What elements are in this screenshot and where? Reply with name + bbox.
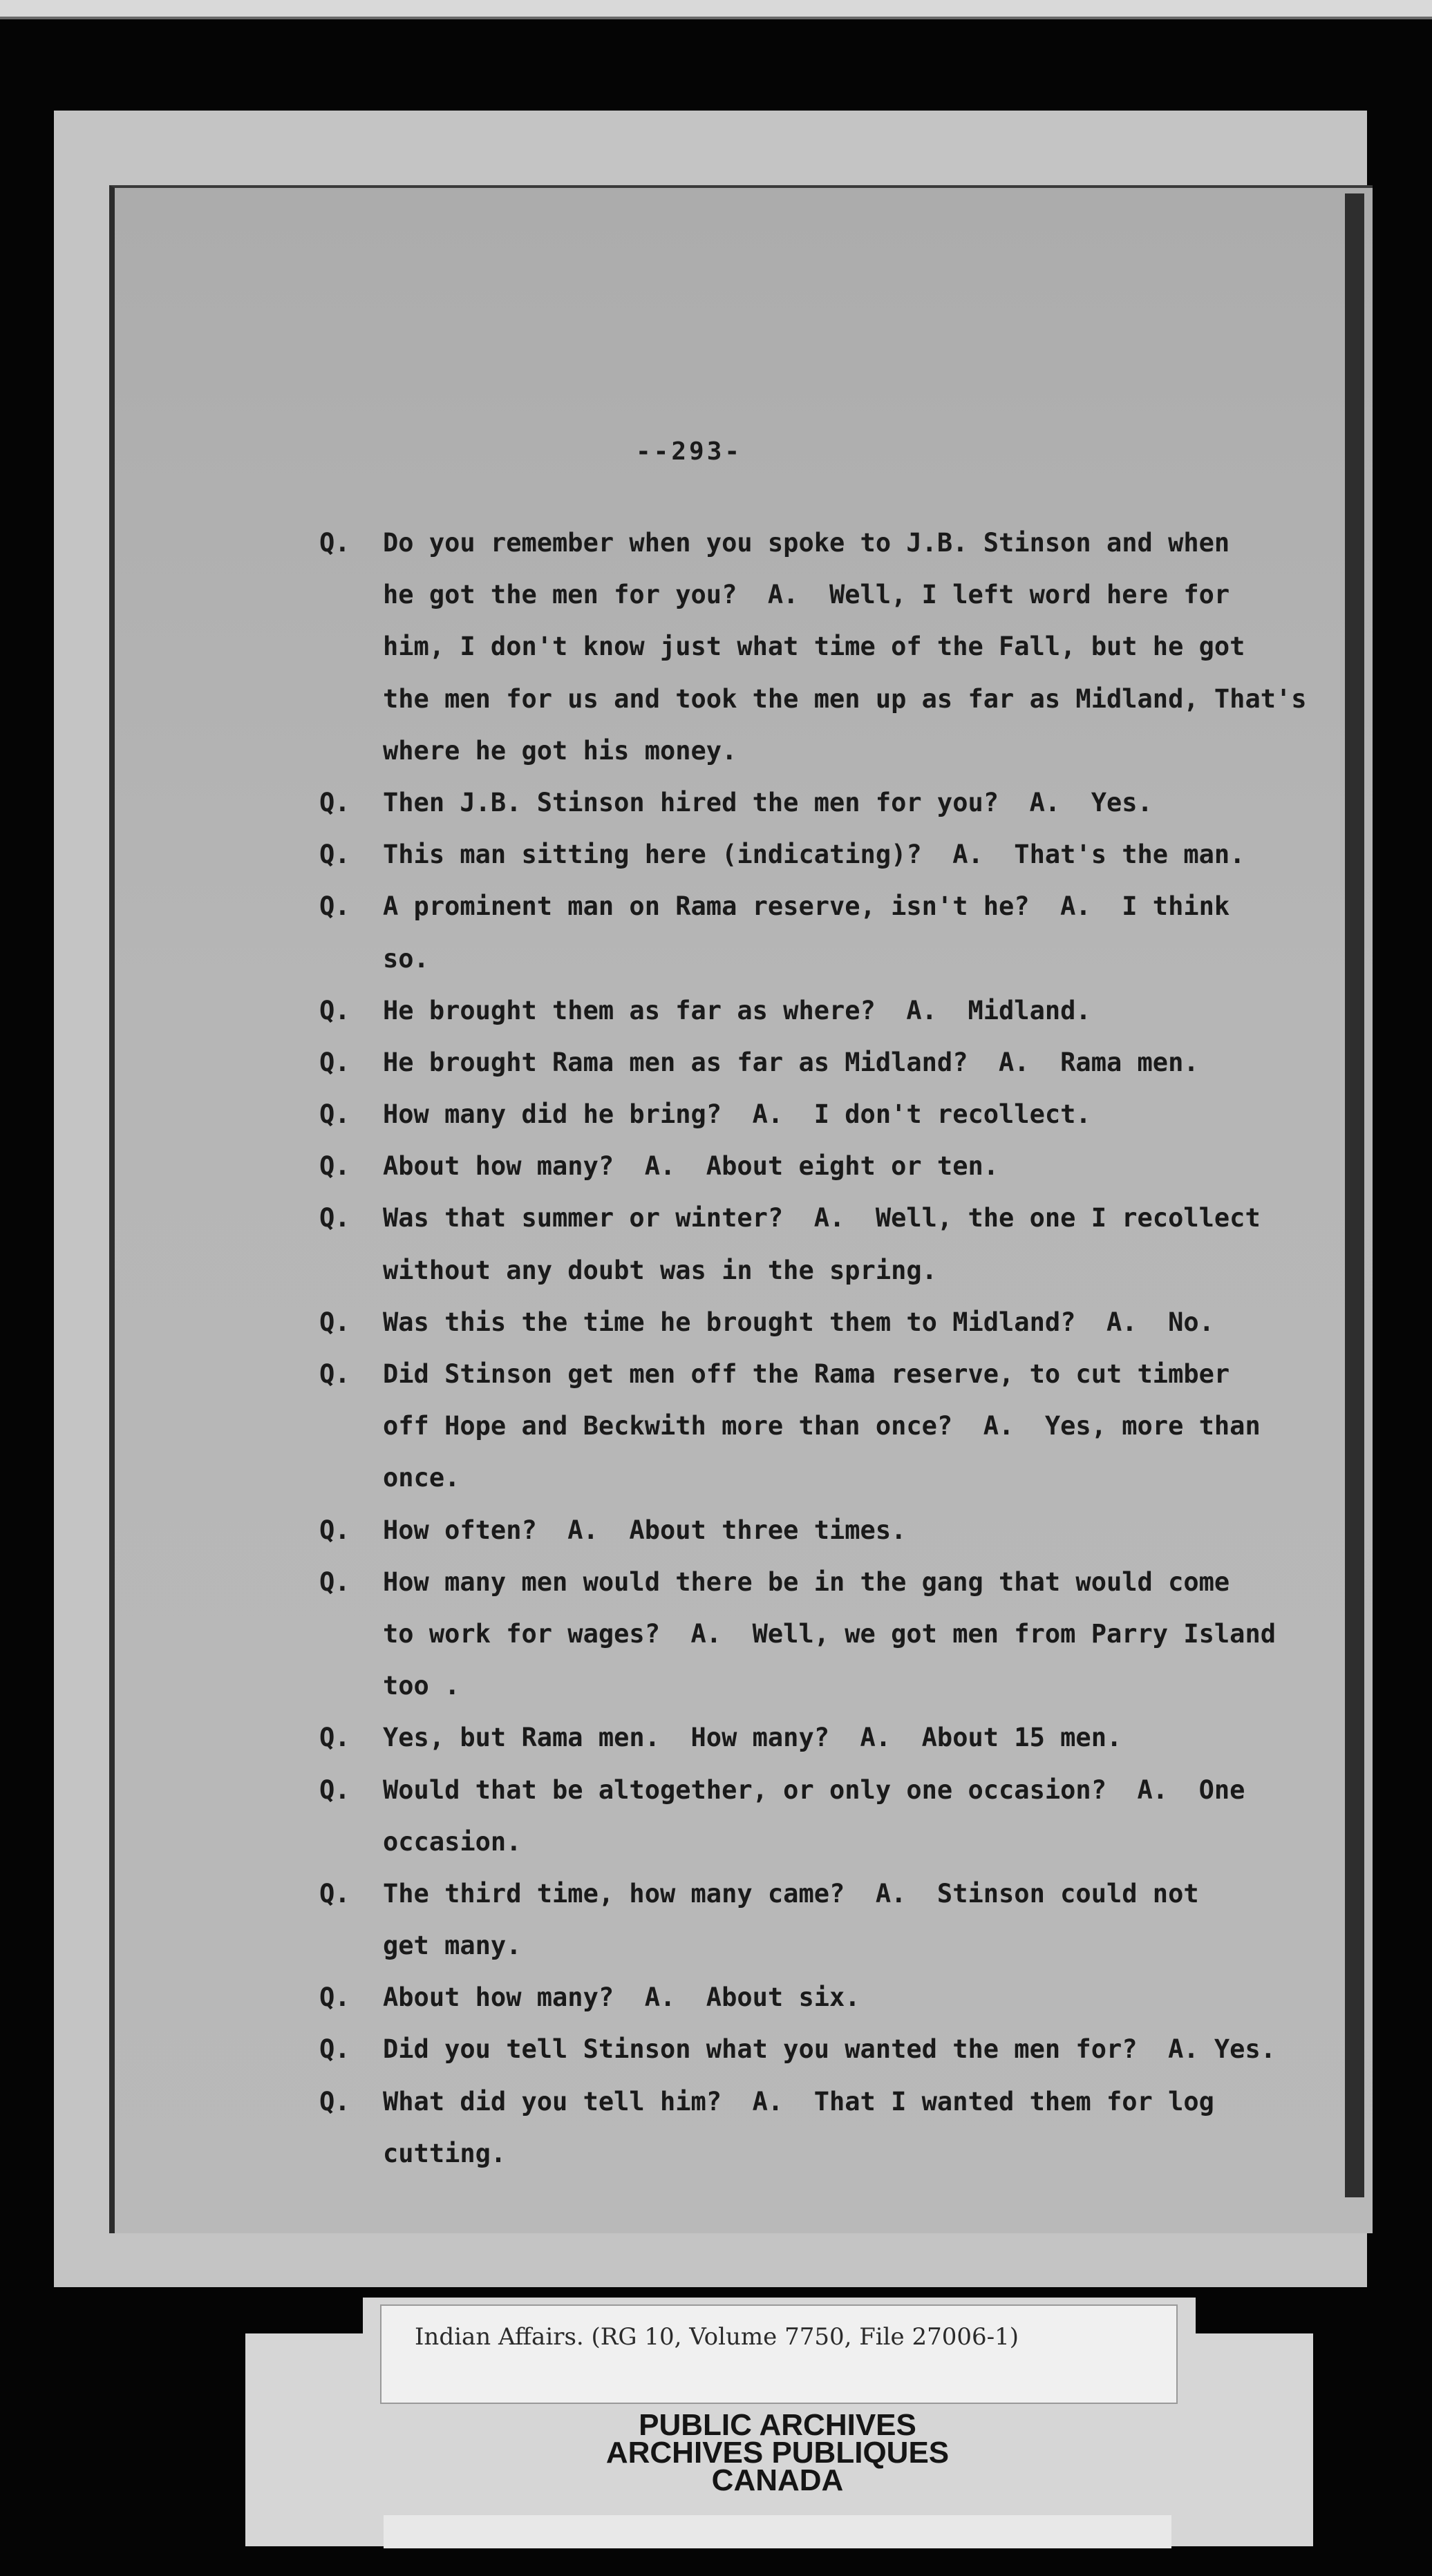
- transcript-text: A prominent man on Rama reserve, isn't he? A. I think: [383, 891, 1230, 922]
- transcript-text: to work for wages? A. Well, we got men from Parry Island: [383, 1618, 1276, 1649]
- transcript-text: This man sitting here (indicating)? A. That's the man.: [383, 840, 1245, 870]
- transcript-text: How often? A. About three times.: [383, 1515, 907, 1545]
- transcript-line: [319, 1036, 1328, 1088]
- archive-reference-box: [380, 2304, 1178, 2404]
- question-marker: Q.: [319, 1515, 350, 1545]
- transcript-text: The third time, how many came? A. Stinson could not: [383, 1878, 1199, 1909]
- page-number: --2​93-: [636, 437, 743, 466]
- question-marker: Q.: [319, 1359, 350, 1389]
- transcript-text: Yes, but Rama men. How many? A. About 15 men.: [383, 1723, 1122, 1753]
- transcript-line: [319, 1192, 1328, 1244]
- transcript-line: [319, 725, 1328, 777]
- transcript-text: How many did he bring? A. I don't recollect.: [383, 1099, 1091, 1130]
- question-marker: Q.: [319, 1151, 350, 1182]
- transcript-line: [319, 1712, 1328, 1763]
- transcript-line: [319, 1971, 1328, 2023]
- transcript-line: [319, 1244, 1328, 1296]
- transcript-text: off Hope and Beckwith more than once? A. Yes, more than: [383, 1411, 1261, 1441]
- question-marker: Q.: [319, 840, 350, 870]
- transcript-text: occasion.: [383, 1826, 522, 1857]
- transcript-text: him, I don't know just what time of the Fall, but he got: [383, 632, 1245, 662]
- transcript-text: once.: [383, 1463, 460, 1493]
- archives-title-fr: ARCHIVES PUBLIQUES: [605, 2436, 950, 2470]
- transcript-body: [319, 517, 1328, 2179]
- transcript-text: Would that be altogether, or only one occasion? A. One: [383, 1774, 1245, 1805]
- question-marker: Q.: [319, 891, 350, 922]
- transcript-text: cutting.: [383, 2138, 507, 2168]
- transcript-line: [319, 933, 1328, 985]
- transcript-text: Do you remember when you spoke to J.B. Stinson and when: [383, 528, 1230, 558]
- question-marker: Q.: [319, 1982, 350, 2013]
- transcript-text: he got the men for you? A. Well, I left word here for: [383, 580, 1230, 610]
- transcript-text: About how many? A. About six.: [383, 1982, 860, 2013]
- transcript-text: where he got his money.: [383, 735, 737, 766]
- transcript-text: without any doubt was in the spring.: [383, 1255, 937, 1285]
- transcript-line: [319, 1816, 1328, 1868]
- transcript-line: [319, 1400, 1328, 1452]
- transcript-text: Did you tell Stinson what you wanted the men for? A. Yes.: [383, 2034, 1276, 2065]
- transcript-text: Was this the time he brought them to Midland? A. No.: [383, 1307, 1214, 1337]
- transcript-text: He brought them as far as where? A. Midland.: [383, 995, 1091, 1025]
- archives-title-en: PUBLIC ARCHIVES: [639, 2408, 916, 2442]
- question-marker: Q.: [319, 1203, 350, 1233]
- transcript-line: [319, 1868, 1328, 1920]
- transcript-line: [319, 1140, 1328, 1192]
- question-marker: Q.: [319, 1047, 350, 1077]
- label-notch-right: [1196, 2298, 1313, 2333]
- label-notch-left: [245, 2298, 363, 2333]
- archive-reference: Indian Affairs. (RG 10, Volume 7750, File 27006-1): [415, 2323, 1019, 2351]
- label-bottom-tab: [384, 2515, 1171, 2548]
- transcript-text: too .: [383, 1671, 460, 1701]
- transcript-line: [319, 1504, 1328, 1556]
- question-marker: Q.: [319, 1566, 350, 1597]
- question-marker: Q.: [319, 2086, 350, 2116]
- transcript-line: [319, 1608, 1328, 1660]
- transcript-line: [319, 985, 1328, 1036]
- question-marker: Q.: [319, 1723, 350, 1753]
- transcript-text: What did you tell him? A. That I wanted them for log: [383, 2086, 1214, 2116]
- transcript-line: [319, 1660, 1328, 1712]
- transcript-line: [319, 1088, 1328, 1140]
- film-top-strip: [0, 0, 1432, 19]
- archives-title: [384, 2408, 1171, 2497]
- transcript-text: so.: [383, 943, 429, 974]
- transcript-line: [319, 1296, 1328, 1348]
- question-marker: Q.: [319, 1099, 350, 1130]
- transcript-text: He brought Rama men as far as Midland? A. Rama men.: [383, 1047, 1199, 1077]
- transcript-line: [319, 569, 1328, 621]
- question-marker: Q.: [319, 528, 350, 558]
- transcript-line: [319, 777, 1328, 828]
- transcript-text: get many.: [383, 1931, 522, 1961]
- transcript-line: [319, 621, 1328, 672]
- transcript-line: [319, 2128, 1328, 2179]
- transcript-text: About how many? A. About eight or ten.: [383, 1151, 999, 1182]
- question-marker: Q.: [319, 1878, 350, 1909]
- transcript-text: Did Stinson get men off the Rama reserve, to cut timber: [383, 1359, 1230, 1389]
- transcript-line: [319, 880, 1328, 932]
- transcript-line: [319, 1348, 1328, 1400]
- transcript-line: [319, 673, 1328, 725]
- transcript-text: How many men would there be in the gang that would come: [383, 1566, 1230, 1597]
- archives-country: CANADA: [711, 2463, 844, 2497]
- question-marker: Q.: [319, 1774, 350, 1805]
- transcript-line: [319, 517, 1328, 569]
- transcript-line: [319, 1452, 1328, 1504]
- question-marker: Q.: [319, 787, 350, 817]
- transcript-text: the men for us and took the men up as far as Midland, That's: [383, 683, 1307, 714]
- page-edge-shadow: [1345, 193, 1364, 2197]
- transcript-line: [319, 1764, 1328, 1816]
- transcript-text: Then J.B. Stinson hired the men for you? A. Yes.: [383, 787, 1153, 817]
- transcript-line: [319, 1556, 1328, 1608]
- transcript-line: [319, 2076, 1328, 2128]
- transcript-line: [319, 1920, 1328, 1971]
- transcript-text: Was that summer or winter? A. Well, the one I recollect: [383, 1203, 1261, 1233]
- transcript-line: [319, 828, 1328, 880]
- question-marker: Q.: [319, 995, 350, 1025]
- transcript-line: [319, 2023, 1328, 2075]
- question-marker: Q.: [319, 2034, 350, 2065]
- question-marker: Q.: [319, 1307, 350, 1337]
